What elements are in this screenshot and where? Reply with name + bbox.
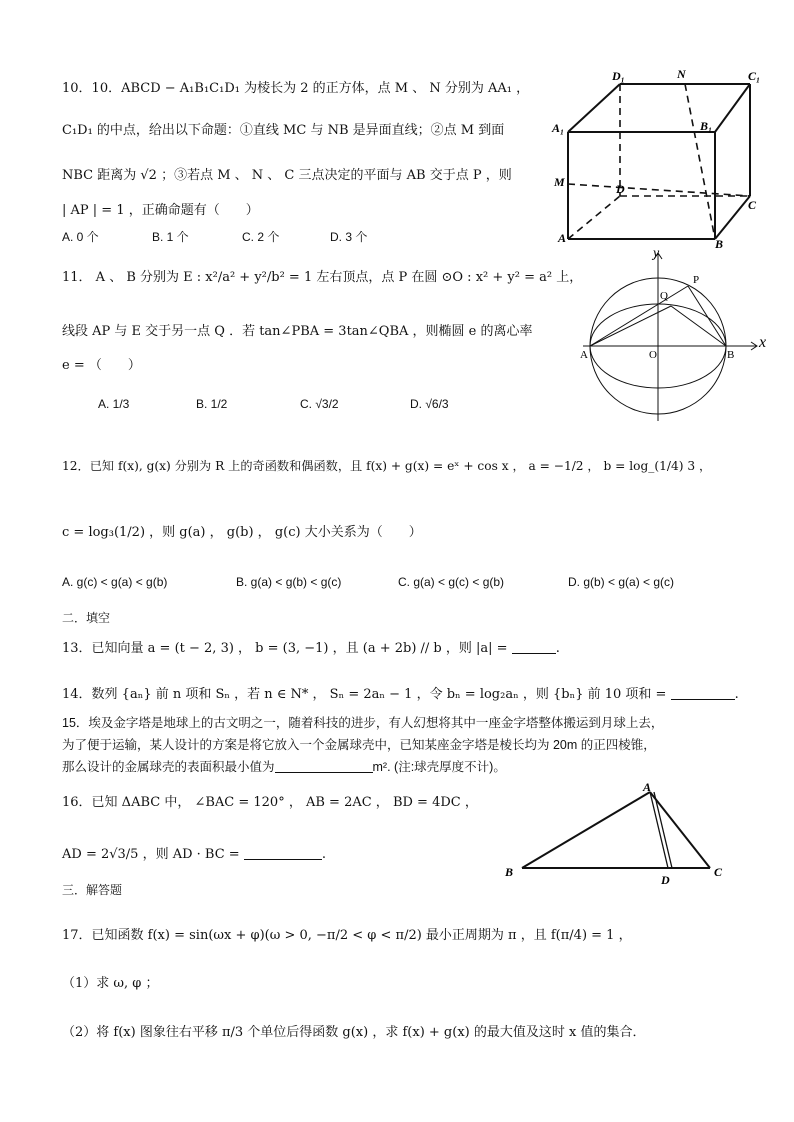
q10-option-d: D. 3 个	[330, 230, 368, 244]
ellipse-label-x: x	[759, 334, 767, 351]
q17-line1: 17．已知函数 f(x) = sin(ωx + φ)(ω > 0, −π/2 < φ < π/2) 最小正周期为 π ，且 f(π/4) = 1 ，	[62, 928, 632, 943]
q14-line: 14．数列 {aₙ} 前 n 项和 Sₙ ，若 n ∈ N* ， Sₙ = 2aₙ − 1 ，令 bₙ = log₂aₙ ，则 {bₙ} 前 10 项和 = .	[62, 687, 739, 702]
q11-line2: 线段 AP 与 E 交于另一点 Q ．若 tan∠PBA = 3tan∠QBA ，则椭圆 e 的离心率	[62, 324, 533, 339]
cube-label-c1: C₁	[748, 69, 761, 83]
cube-label-b: B	[715, 237, 724, 251]
ellipse-label-a: A	[580, 349, 588, 361]
q15-line2: 为了便于运输，某人设计的方案是将它放入一个金属球壳中，已知某座金字塔是棱长均为 20m 的正四棱锥，	[62, 738, 656, 752]
q16-line2: AD = 2√3/5 ，则 AD · BC = .	[62, 847, 326, 862]
q14-text: 14．数列 {aₙ} 前 n 项和 Sₙ ，若 n ∈ N* ， Sₙ = 2aₙ − 1 ，令 bₙ = log₂aₙ ，则 {bₙ} 前 10 项和 =	[62, 687, 667, 702]
cube-figure	[550, 66, 770, 251]
cube-label-a1: A₁	[552, 121, 565, 135]
q12-option-d: D. g(b) < g(a) < g(c)	[568, 575, 675, 589]
ellipse-figure	[575, 243, 775, 425]
ellipse-label-y: y	[653, 246, 660, 261]
triangle-figure	[500, 780, 740, 886]
q15-line1: 15．埃及金字塔是地球上的古文明之一，随着科技的进步，有人幻想将其中一座金字塔整体搬运到月球上去，	[62, 716, 664, 730]
q10-option-c: C. 2 个	[242, 230, 280, 244]
section-solution-heading: 三．解答题	[62, 883, 123, 897]
cube-label-m: M	[554, 175, 565, 189]
triangle-label-b: B	[505, 865, 514, 879]
q11-line3: e = （ ）	[62, 358, 141, 373]
q13-answer-blank[interactable]	[512, 640, 556, 654]
q11-line1: 11． A 、 B 分别为 E : x²/a² + y²/b² = 1 左右顶点，点 P 在圆 ⊙O : x² + y² = a² 上，	[62, 270, 583, 285]
q10-line2: C₁D₁ 的中点，给出以下命题：①直线 MC 与 NB 是异面直线；②点 M 到面	[62, 123, 505, 138]
q10-line3: NBC 距离为 √2 ；③若点 M 、 N 、 C 三点决定的平面与 AB 交于点 P ，则	[62, 168, 512, 183]
section-fill-in-heading: 二．填空	[62, 611, 111, 625]
q11-option-d: D. √6/3	[410, 397, 449, 411]
cube-label-n: N	[677, 67, 686, 81]
q12-option-b: B. g(a) < g(b) < g(c)	[236, 575, 342, 589]
q11-option-b: B. 1/2	[196, 397, 228, 411]
q15-line3-end: m². (注:球壳厚度不计)。	[372, 760, 506, 774]
triangle-label-c: C	[714, 865, 723, 879]
ellipse-label-q: Q	[660, 290, 668, 302]
cube-label-b1: B₁	[700, 119, 713, 133]
q12-line1: 12．已知 f(x), g(x) 分别为 R 上的奇函数和偶函数，且 f(x) + g(x) = eˣ + cos x ， a = −1/2 ， b = log_(1/4) 3 ，	[62, 459, 712, 473]
q10-line1: 10．10．ABCD − A₁B₁C₁D₁ 为棱长为 2 的正方体，点 M 、 N 分别为 AA₁ ，	[62, 81, 530, 96]
q13-line: 13．已知向量 a = (t − 2, 3) ， b = (3, −1) ，且 (a + 2b) // b ，则 |a| = .	[62, 641, 560, 656]
q17-part1: （1）求 ω, φ ；	[62, 976, 159, 991]
q10-line4: | AP | = 1 ，正确命题有（ ）	[62, 203, 259, 218]
q16-answer-blank[interactable]	[244, 846, 322, 860]
q15-line3	[62, 757, 506, 775]
cube-label-d: D	[616, 182, 625, 196]
q12-option-a: A. g(c) < g(a) < g(b)	[62, 575, 168, 589]
q10-option-b: B. 1 个	[152, 230, 189, 244]
q13-text: 13．已知向量 a = (t − 2, 3) ， b = (3, −1) ，且 (a + 2b) // b ，则 |a| =	[62, 641, 508, 656]
q16-line2-text: AD = 2√3/5 ，则 AD · BC =	[62, 847, 240, 862]
ellipse-label-b: B	[727, 349, 735, 361]
q16-line1: 16．已知 ΔABC 中， ∠BAC = 120° ， AB = 2AC ， BD = 4DC ，	[62, 795, 478, 810]
cube-label-a: A	[558, 231, 567, 245]
q14-answer-blank[interactable]	[671, 686, 735, 700]
q11-option-a: A. 1/3	[98, 397, 130, 411]
cube-label-c: C	[748, 198, 757, 212]
q15-answer-blank[interactable]	[275, 760, 373, 774]
q12-option-c: C. g(a) < g(c) < g(b)	[398, 575, 505, 589]
q15-line3-start: 那么设计的金属球壳的表面积最小值为	[62, 760, 275, 774]
cube-label-d1: D₁	[612, 69, 625, 83]
q10-option-a: A. 0 个	[62, 230, 99, 244]
triangle-label-d: D	[661, 873, 670, 886]
ellipse-label-p: P	[693, 274, 700, 286]
q12-line2: c = log₃(1/2) ，则 g(a) ， g(b) ， g(c) 大小关系为（ ）	[62, 525, 422, 540]
triangle-label-a: A	[643, 780, 652, 794]
q17-part2: （2）将 f(x) 图象往右平移 π/3 个单位后得函数 g(x) ，求 f(x) + g(x) 的最大值及这时 x 值的集合．	[62, 1025, 646, 1040]
q11-option-c: C. √3/2	[300, 397, 339, 411]
ellipse-label-o: O	[649, 349, 657, 361]
